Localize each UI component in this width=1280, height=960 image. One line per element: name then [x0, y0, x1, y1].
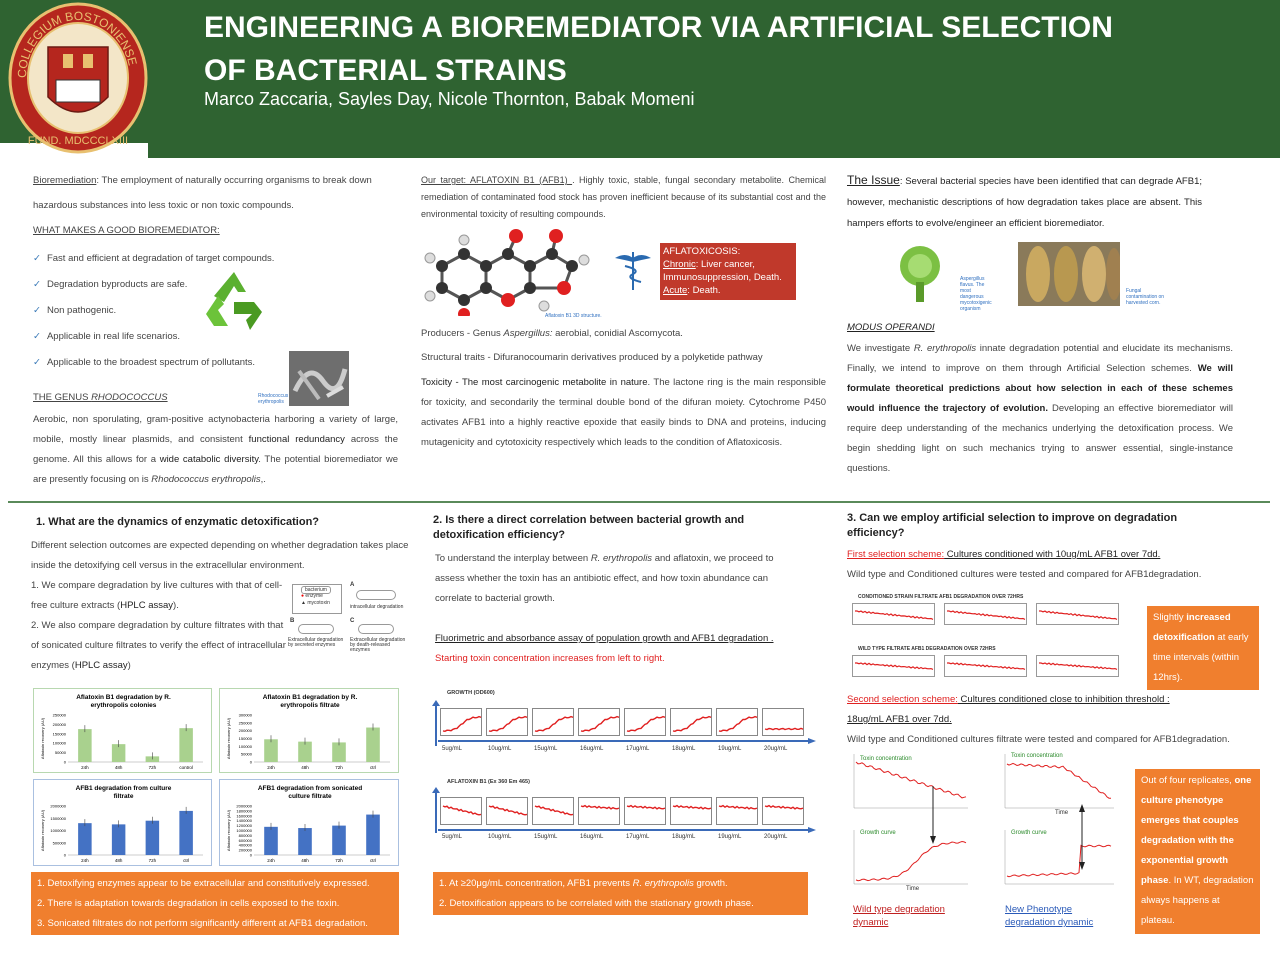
y-tick-label: 50000 [240, 751, 252, 757]
assay-title: Fluorimetric and absorbance assay of population growth and AFB1 degradation . [435, 633, 774, 644]
boston-college-seal [8, 2, 148, 154]
wild-type-caption: Wild type degradation dynamic [853, 904, 945, 928]
header-accent-bar [148, 143, 1280, 158]
concentration-label: 10ug/mL [488, 746, 512, 752]
concentration-label: 10ug/mL [488, 834, 512, 840]
x-tick-label: control [179, 765, 193, 770]
y-tick-label: 200000 [238, 847, 252, 853]
concentration-label: 18ug/mL [672, 746, 696, 752]
degradation-panel [944, 603, 1027, 625]
question-3-heading: 3. Can we employ artificial selection to improve on degradation efficiency? [847, 512, 1178, 539]
x-tick-label: 48h [114, 858, 123, 863]
y-tick-label: 1000000 [236, 828, 252, 833]
bar [146, 821, 160, 855]
list-item: ✓ Applicable in real life scenarios. [33, 331, 181, 342]
afb1-curve-panel [486, 797, 528, 825]
title-line-1: ENGINEERING A BIOREMEDIATOR VIA ARTIFICIAL SELECTION [204, 11, 1113, 44]
concentration-label: 18ug/mL [672, 834, 696, 840]
curve-line [947, 611, 1025, 619]
bacterium-shape [356, 590, 396, 600]
curve-line [673, 806, 711, 809]
curve-line [1007, 845, 1111, 877]
degradation-diagram: A bacterium ● enzyme ▲ mycotoxin intracellular degradation B C Extracellular degradation by secreted enzymes Extracellular degradation by death-released enzymes [288, 582, 406, 653]
corn-image [1018, 242, 1120, 306]
curve-line [719, 806, 757, 809]
check-icon: ✓ [33, 305, 41, 316]
growth-curve-panel [440, 708, 482, 736]
x-tick-label: 72h [335, 765, 343, 770]
bar [112, 824, 126, 855]
bar [332, 826, 346, 855]
curve-line [627, 806, 665, 809]
caduceus-icon [613, 248, 653, 297]
new-phenotype-arrow [1077, 804, 1087, 870]
y-tick-label: 0 [63, 852, 66, 858]
wild-type-degradation-row [852, 655, 1132, 685]
x-tick-label: ctrl [370, 765, 376, 770]
issue-paragraph: The Issue: Several bacterial species have been identified that can degrade AFB1; however, mechanistic descriptions of how degradation takes place are absent. This hampers efforts to evolve/engineer an efficient bioremediator. [847, 173, 1202, 229]
y-tick-label: 1500000 [50, 815, 66, 821]
criteria-list [33, 246, 313, 376]
growth-curve-panel [716, 708, 758, 736]
new-growth-chart: Growth curve [983, 826, 1118, 894]
bar [298, 828, 312, 855]
curve-line [1007, 763, 1111, 798]
growth-curve-panel [532, 708, 574, 736]
question-1-conclusions: 1. Detoxifying enzymes appear to be extracellular and constitutively expressed. 2. There is adaptation towards degradation in cells exposed to the toxin. 3. Sonicated filtrates do not perform significantly different at AFB1 degradation. [31, 872, 399, 935]
corn-caption: Fungal contamination on harvested corn. [1126, 288, 1165, 306]
chart-title: AFB1 degradation from sonicated culture filtrate [257, 785, 363, 800]
curve-line [855, 611, 933, 619]
seal-lettering: COLLEGIUM BOSTONIENSE [14, 8, 140, 79]
degradation-panel [944, 655, 1027, 677]
bar [298, 742, 312, 762]
toxicity-text: Toxicity - The most carcinogenic metabolite in nature. The lactone ring is the main responsible for toxicity, and secondarily the terminal double bond of the difuran moiety. Cytochrome P450 activates AFB1 into a highly reactive epoxide that easily binds to DNA and proteins, inducing mutagenicity and cytotoxicity respectively which leads to the condition of Aflatoxicosis. [421, 377, 826, 448]
authors: Marco Zaccaria, Sayles Day, Nicole Thornton, Babak Momeni [204, 89, 695, 109]
x-tick-label: 72h [148, 765, 157, 770]
bioremediation-definition [33, 168, 383, 218]
y-tick-label: 2000000 [236, 803, 252, 809]
y-tick-label: 1000000 [50, 828, 66, 833]
micrograph-caption: Rhodococcus erythropolis [258, 393, 289, 405]
y-tick-label: 200000 [52, 721, 66, 727]
wt-toxin-chart: Toxin concentration [832, 750, 972, 818]
curve-line [581, 806, 619, 809]
growth-label: GROWTH (OD600) [447, 690, 495, 696]
y-tick-label: 400000 [238, 842, 252, 848]
y-tick-label: 50000 [54, 750, 66, 756]
x-tick-label: 72h [335, 858, 343, 863]
y-axis-label: Aflatoxin recovery (AU) [40, 717, 45, 760]
chart-title: Aflatoxin B1 degradation by R. erythropolis colonies [76, 694, 171, 709]
growth-x-arrow [438, 738, 818, 744]
y-tick-label: 150000 [238, 736, 252, 741]
x-tick-label: 48h [114, 765, 123, 770]
poster-title [204, 6, 1264, 92]
question-1-intro: Different selection outcomes are expected depending on whether degradation takes place inside the detoxifying cell versus in the extracellular environment. [31, 540, 409, 571]
genus-heading: THE GENUS RHODOCOCCUS [33, 392, 168, 403]
concentration-label: 20ug/mL [764, 834, 788, 840]
bar [179, 811, 193, 855]
afb1-x-arrow [438, 827, 818, 833]
curve-line [719, 717, 757, 732]
second-scheme-result-box: Out of four replicates, one culture phenotype emerges that couples degradation with the exponential growth phase. In WT, degradation always happens at plateau. [1135, 769, 1260, 934]
afb1-curve-panel [670, 797, 712, 825]
y-tick-label: 150000 [52, 731, 66, 737]
concentration-label: 20ug/mL [764, 746, 788, 752]
concentration-label: 16ug/mL [580, 746, 604, 752]
list-item: ✓ Fast and efficient at degradation of target compounds. [33, 253, 275, 264]
afb1-curve-panel [716, 797, 758, 825]
second-selection-description: Wild type and Conditioned cultures filtrate were tested and compared for AFB1degradation. [847, 734, 1230, 745]
y-tick-label: 0 [63, 759, 66, 765]
curve-line [1039, 611, 1117, 619]
curve-line [1039, 663, 1117, 669]
degradation-panel [852, 603, 935, 625]
bar [78, 729, 92, 762]
question-1-points: 1. We compare degradation by live cultures with that of cell-free culture extracts (HPLC assay). 2. We also compare degradation by culture filtrates with that of sonicated culture filtrates to verify the effect of intracellular enzymes (HPLC assay) [31, 580, 286, 671]
bar [366, 815, 380, 855]
first-scheme-result-box: Slightly increased detoxification at early time intervals (within 12hrs). [1147, 606, 1259, 690]
concentration-label: 15ug/mL [534, 834, 558, 840]
curve-line [489, 717, 527, 732]
title-line-2: OF BACTERIAL STRAINS [204, 54, 567, 87]
diagram-legend: bacterium ● enzyme ▲ mycotoxin [292, 584, 342, 614]
afb1-curve-panel [532, 797, 574, 825]
concentration-label: 5ug/mL [442, 746, 463, 752]
second-selection-scheme: Second selection scheme: Cultures conditioned close to inhibition threshold : 18ug/mL AFB1 over 7dd. [847, 694, 1170, 725]
curve-line [443, 806, 481, 815]
afb1-curves-row [440, 797, 812, 831]
curve-line [627, 717, 665, 732]
molecule-caption: Aflatoxin B1 3D structure. [545, 313, 602, 319]
chart-filtrate [219, 688, 399, 773]
enzyme-dot-icon: ● [301, 593, 305, 599]
chart-culture-filtrate [33, 779, 212, 866]
target-paragraph: Our target: AFLATOXIN B1 (AFB1) . Highly toxic, stable, fungal secondary metabolite. Chemical remediation of contaminated food stock has proven inefficient because of its substantial cost and the environmental toxicity of resulting compounds. [421, 175, 826, 219]
bar [78, 823, 92, 855]
bioremediation-text: : The employment of naturally occurring organisms to break down hazardous substances into less toxic or non toxic compounds. [33, 175, 372, 211]
aspergillus-caption: Aspergillus flavus. The most dangerous mycotoxigenic organism [960, 276, 992, 312]
x-tick-label: 48h [301, 765, 309, 770]
list-item: ✓ Applicable to the broadest spectrum of pollutants. [33, 357, 256, 368]
curve-line [443, 717, 481, 732]
producers-text: Producers - Genus Aspergillus: aerobial, conidial Ascomycota. [421, 328, 683, 339]
y-tick-label: 200000 [238, 728, 252, 734]
recycle-icon [200, 268, 268, 337]
curve-line [947, 663, 1025, 669]
growth-curve-panel [624, 708, 666, 736]
curve-line [489, 806, 527, 815]
check-icon: ✓ [33, 279, 41, 290]
curve-line [535, 806, 573, 815]
curve-line [535, 717, 573, 732]
new-toxin-chart: Toxin concentration Time [983, 750, 1118, 818]
y-tick-label: 250000 [52, 712, 66, 718]
conditioned-strain-title: CONDITIONED STRAIN FILTRATE AFB1 DEGRADATION OVER 72HRS [858, 594, 1024, 600]
list-item: ✓ Degradation byproducts are safe. [33, 279, 188, 290]
good-bioremediator-heading: WHAT MAKES A GOOD BIOREMEDIATOR: [33, 225, 220, 236]
concentration-label: 19ug/mL [718, 834, 742, 840]
y-axis-label: Aflatoxin recovery (AU) [40, 809, 45, 852]
new-phenotype-caption: New Phenotype degradation dynamic [1005, 904, 1094, 928]
y-tick-label: 300000 [238, 712, 252, 718]
concentration-label: 5ug/mL [442, 834, 463, 840]
x-tick-label: ctrl [370, 858, 376, 863]
starting-concentration-note: Starting toxin concentration increases from left to right. [435, 653, 665, 664]
concentration-label: 16ug/mL [580, 834, 604, 840]
mycotoxin-triangle-icon: ▲ [301, 600, 306, 606]
modus-operandi-heading: MODUS OPERANDI [847, 322, 935, 333]
rhodococcus-micrograph [289, 351, 349, 406]
curve-line [765, 806, 803, 809]
y-tick-label: 0 [249, 852, 252, 858]
degradation-panel [1036, 603, 1119, 625]
curve-line [856, 842, 966, 881]
x-tick-label: 24h [267, 765, 275, 770]
check-icon: ✓ [33, 357, 41, 368]
y-tick-label: 1600000 [236, 813, 252, 819]
y-tick-label: 250000 [238, 720, 252, 726]
question-1-heading: 1. What are the dynamics of enzymatic detoxification? [36, 516, 320, 528]
check-icon: ✓ [33, 331, 41, 342]
bar [264, 739, 278, 762]
y-tick-label: 1200000 [236, 823, 252, 829]
first-selection-description: Wild type and Conditioned cultures were tested and compared for AFB1degradation. [847, 569, 1202, 580]
chart-title: AFB1 degradation from culture filtrate [75, 785, 172, 800]
x-tick-label: ctrl [183, 858, 190, 863]
x-tick-label: 24h [81, 858, 89, 863]
x-tick-label: 72h [148, 858, 157, 863]
y-tick-label: 0 [249, 759, 252, 765]
concentration-label: 17ug/mL [626, 834, 650, 840]
curve-line [856, 762, 966, 798]
growth-concentration-labels [440, 746, 812, 756]
aflatoxicosis-box: AFLATOXICOSIS: Chronic: Liver cancer, Immunosuppression, Death. Acute: Death. [660, 243, 796, 300]
question-2-heading: 2. Is there a direct correlation between bacterial growth and detoxification efficiency? [433, 514, 745, 541]
y-tick-label: 600000 [238, 837, 252, 843]
afb1-curve-panel [440, 797, 482, 825]
degradation-panel [852, 655, 935, 677]
growth-curve-panel [762, 708, 804, 736]
aspergillus-image [886, 242, 954, 306]
y-tick-label: 1800000 [236, 808, 252, 814]
chart-sonicated-filtrate [219, 779, 399, 866]
chart-title: Aflatoxin B1 degradation by R. erythropolis filtrate [262, 694, 358, 709]
question-2-intro: To understand the interplay between R. erythropolis and aflatoxin, we proceed to assess whether the toxin has an antibiotic effect, and how toxin abundance can correlate to bacterial growth. [435, 553, 774, 604]
y-tick-label: 2000000 [50, 803, 66, 809]
y-tick-label: 800000 [238, 832, 252, 838]
concentration-label: 19ug/mL [718, 746, 742, 752]
afb1-curve-panel [762, 797, 804, 825]
bioremediation-label: Bioremediation [33, 175, 97, 186]
degradation-panel [1036, 655, 1119, 677]
conditioned-degradation-row [852, 603, 1132, 633]
first-selection-scheme: First selection scheme: Cultures conditioned with 10ug/mL AFB1 over 7dd. [847, 549, 1161, 560]
question-2-conclusions: 1. At ≥20μg/mL concentration, AFB1 prevents R. erythropolis growth. 2. Detoxification appears to be correlated with the stationary growth phase. [433, 872, 808, 915]
x-tick-label: 24h [81, 765, 89, 770]
y-axis-label: Aflatoxin recovery (AU) [226, 809, 231, 852]
y-tick-label: 500000 [52, 840, 66, 846]
bar [366, 728, 380, 762]
curve-line [855, 663, 933, 669]
genus-description: Aerobic, non sporulating, gram-positive actynobacteria harboring a variety of large, mobile, mostly linear plasmids, and consistent functional redundancy across the genome. All this allows for a wide catabolic diversity. The potential bioremediator we are presently focusing on is Rhodococcus erythropolis,. [33, 414, 398, 485]
bacterium-shape [298, 624, 334, 634]
section-divider [8, 501, 1270, 503]
wt-growth-chart: Growth curve Time [832, 826, 972, 894]
y-tick-label: 100000 [238, 743, 252, 749]
curve-line [581, 717, 619, 732]
wt-arrow [928, 786, 938, 844]
svg-text:FUND. MDCCCLXIII: FUND. MDCCCLXIII [27, 135, 129, 147]
list-item: ✓ Non pathogenic. [33, 305, 117, 316]
modus-operandi-text: We investigate R. erythropolis innate degradation potential and elucidate its mechanisms. Finally, we intend to improve on them through Artificial Selection schemes. We will formulate theoretical predictions about how selection in each of these schemes would influence the trajectory of evolution. Developing an effective bioremediator will require deep understanding of the mechanics underlying the detoxification process. We begin shedding light on such mechanics trying to answer essential, single-instance questions. [847, 343, 1233, 474]
growth-curve-panel [670, 708, 712, 736]
x-tick-label: 48h [301, 858, 309, 863]
bar [264, 827, 278, 855]
wild-type-title: WILD TYPE FILTRATE AFB1 DEGRADATION OVER 72HRS [858, 646, 996, 652]
afb1-concentration-labels [440, 834, 812, 844]
bar [179, 728, 193, 762]
x-tick-label: 24h [267, 858, 275, 863]
check-icon: ✓ [33, 253, 41, 264]
bacterium-shape [358, 624, 394, 634]
growth-curves-row [440, 708, 812, 742]
y-tick-label: 100000 [52, 740, 66, 746]
growth-curve-panel [578, 708, 620, 736]
y-axis-label: Aflatoxin recovery (AU) [226, 717, 231, 760]
structural-traits-text: Structural traits - Difuranocoumarin derivatives produced by a polyketide pathway [421, 352, 763, 363]
curve-line [765, 728, 803, 729]
chart-colonies [33, 688, 212, 773]
curve-line [673, 717, 711, 732]
afb1-curve-panel [624, 797, 666, 825]
afb1-curve-panel [578, 797, 620, 825]
concentration-label: 15ug/mL [534, 746, 558, 752]
concentration-label: 17ug/mL [626, 746, 650, 752]
y-tick-label: 1400000 [236, 818, 252, 824]
aflatoxin-molecule-model [424, 226, 604, 321]
growth-curve-panel [486, 708, 528, 736]
afb1-label: AFLATOXIN B1 (Ex 360 Em 465) [447, 779, 530, 785]
